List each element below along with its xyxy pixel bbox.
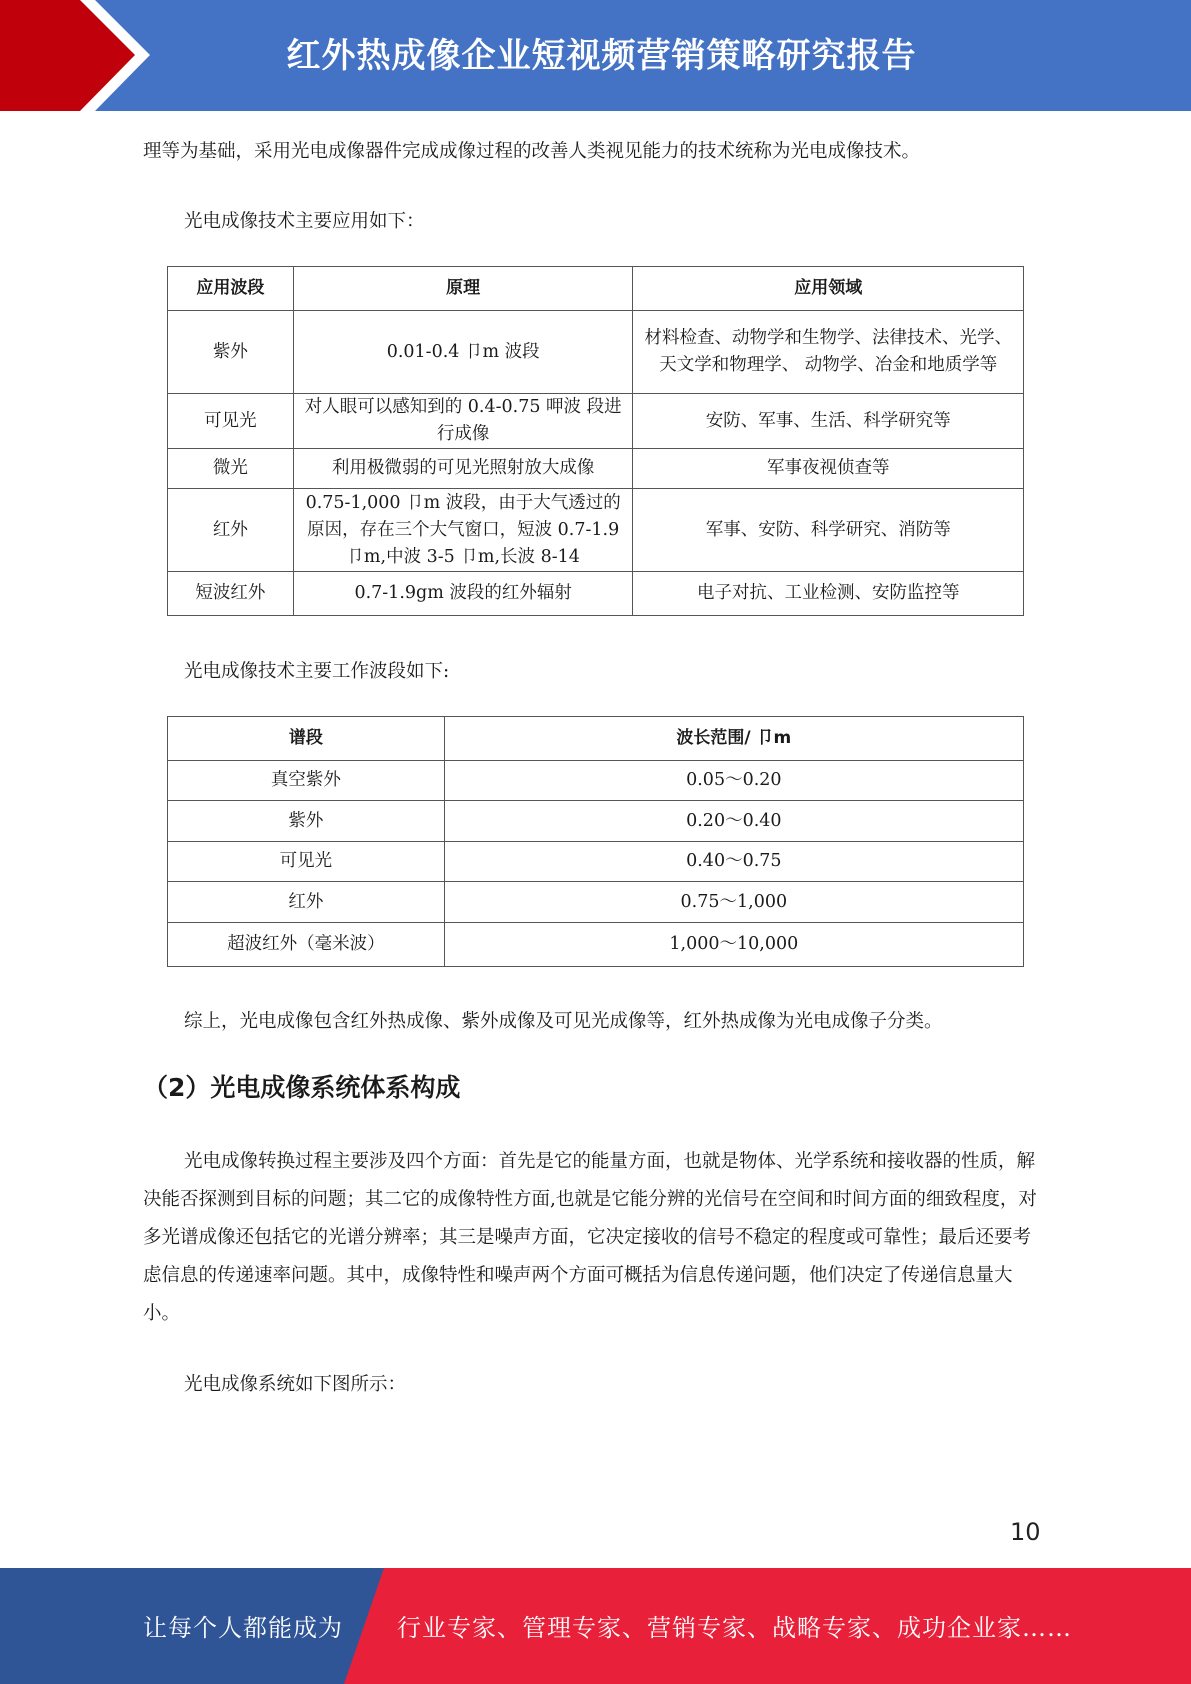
table-header-row xyxy=(168,267,1024,311)
range-cell: 0.05～0.20 xyxy=(444,761,1023,801)
band-cell: 可见光 xyxy=(168,394,294,449)
table-row xyxy=(168,311,1024,394)
figure-intro: 光电成像系统如下图所示： xyxy=(184,1374,407,1395)
table-header-row xyxy=(168,717,1024,761)
table-row xyxy=(168,489,1024,572)
summary-paragraph: 综上，光电成像包含红外热成像、紫外成像及可见光成像等，红外热成像为光电成像子分类。 xyxy=(184,1011,943,1032)
principle-cell: 利用极微弱的可见光照射放大成像 xyxy=(293,449,633,489)
wavelength-bands-table xyxy=(167,716,1024,967)
header-cell: 波长范围/ 卩m xyxy=(444,717,1023,761)
report-title: 红外热成像企业短视频营销策略研究报告 xyxy=(286,36,917,76)
page-footer xyxy=(0,1568,1191,1684)
band-cell: 微光 xyxy=(168,449,294,489)
footer-slogan-right: 行业专家、管理专家、营销专家、战略专家、成功企业家…… xyxy=(397,1614,1072,1642)
table-row xyxy=(168,842,1024,882)
field-cell: 材料检查、动物学和生物学、法律技术、光学、天文学和物理学、 动物学、冶金和地质学等 xyxy=(633,311,1024,394)
applications-table xyxy=(167,266,1024,616)
section-paragraph: 光电成像转换过程主要涉及四个方面：首先是它的能量方面，也就是物体、光学系统和接收器的性质，解决能否探测到目标的问题；其二它的成像特性方面,也就是它能分辨的光信号在空间和时间方面的细致程度，对多光谱成像还包括它的光谱分辨率；其三是噪声方面，它决定接收的信号不稳定的程度或可靠性；最后还要考虑信息的传递速率问题。其中，成像特性和噪声两个方面可概括为信息传递问题，他们决定了传递信息量大小。 xyxy=(143,1151,1037,1324)
footer-slogan-left: 让每个人都能成为 xyxy=(143,1614,343,1642)
range-cell: 0.20～0.40 xyxy=(444,801,1023,842)
table-row xyxy=(168,761,1024,801)
page-header xyxy=(0,0,1191,111)
table-row xyxy=(168,394,1024,449)
band-cell: 红外 xyxy=(168,882,445,923)
section-heading: （2）光电成像系统体系构成 xyxy=(143,1073,461,1102)
page-number: 10 xyxy=(1010,1518,1041,1546)
header-cell: 原理 xyxy=(293,267,633,311)
table-row xyxy=(168,882,1024,923)
principle-cell: 0.75-1,000 卩m 波段，由于大气透过的原因，存在三个大气窗口，短波 0.7-1.9 卩m,中波 3-5 卩m,长波 8-14 xyxy=(293,489,633,572)
principle-cell: 0.01-0.4 卩m 波段 xyxy=(293,311,633,394)
principle-cell: 对人眼可以感知到的 0.4-0.75 呷波 段进行成像 xyxy=(293,394,633,449)
bands-intro: 光电成像技术主要工作波段如下: xyxy=(184,661,450,682)
band-cell: 短波红外 xyxy=(168,572,294,616)
table-row xyxy=(168,449,1024,489)
intro-paragraph: 理等为基础，采用光电成像器件完成成像过程的改善人类视见能力的技术统称为光电成像技术。 xyxy=(143,141,921,162)
field-cell: 电子对抗、工业检测、安防监控等 xyxy=(633,572,1024,616)
header-cell: 应用领域 xyxy=(633,267,1024,311)
band-cell: 可见光 xyxy=(168,842,445,882)
header-cell: 应用波段 xyxy=(168,267,294,311)
band-cell: 红外 xyxy=(168,489,294,572)
band-cell: 紫外 xyxy=(168,311,294,394)
field-cell: 军事、安防、科学研究、消防等 xyxy=(633,489,1024,572)
field-cell: 军事夜视侦查等 xyxy=(633,449,1024,489)
table-row xyxy=(168,801,1024,842)
apps-intro: 光电成像技术主要应用如下： xyxy=(184,211,425,232)
band-cell: 超波红外（毫米波） xyxy=(168,923,445,967)
range-cell: 0.75～1,000 xyxy=(444,882,1023,923)
range-cell: 1,000～10,000 xyxy=(444,923,1023,967)
band-cell: 真空紫外 xyxy=(168,761,445,801)
field-cell: 安防、军事、生活、科学研究等 xyxy=(633,394,1024,449)
header-cell: 谱段 xyxy=(168,717,445,761)
table-row xyxy=(168,572,1024,616)
principle-cell: 0.7-1.9gm 波段的红外辐射 xyxy=(293,572,633,616)
range-cell: 0.40～0.75 xyxy=(444,842,1023,882)
table-row xyxy=(168,923,1024,967)
band-cell: 紫外 xyxy=(168,801,445,842)
